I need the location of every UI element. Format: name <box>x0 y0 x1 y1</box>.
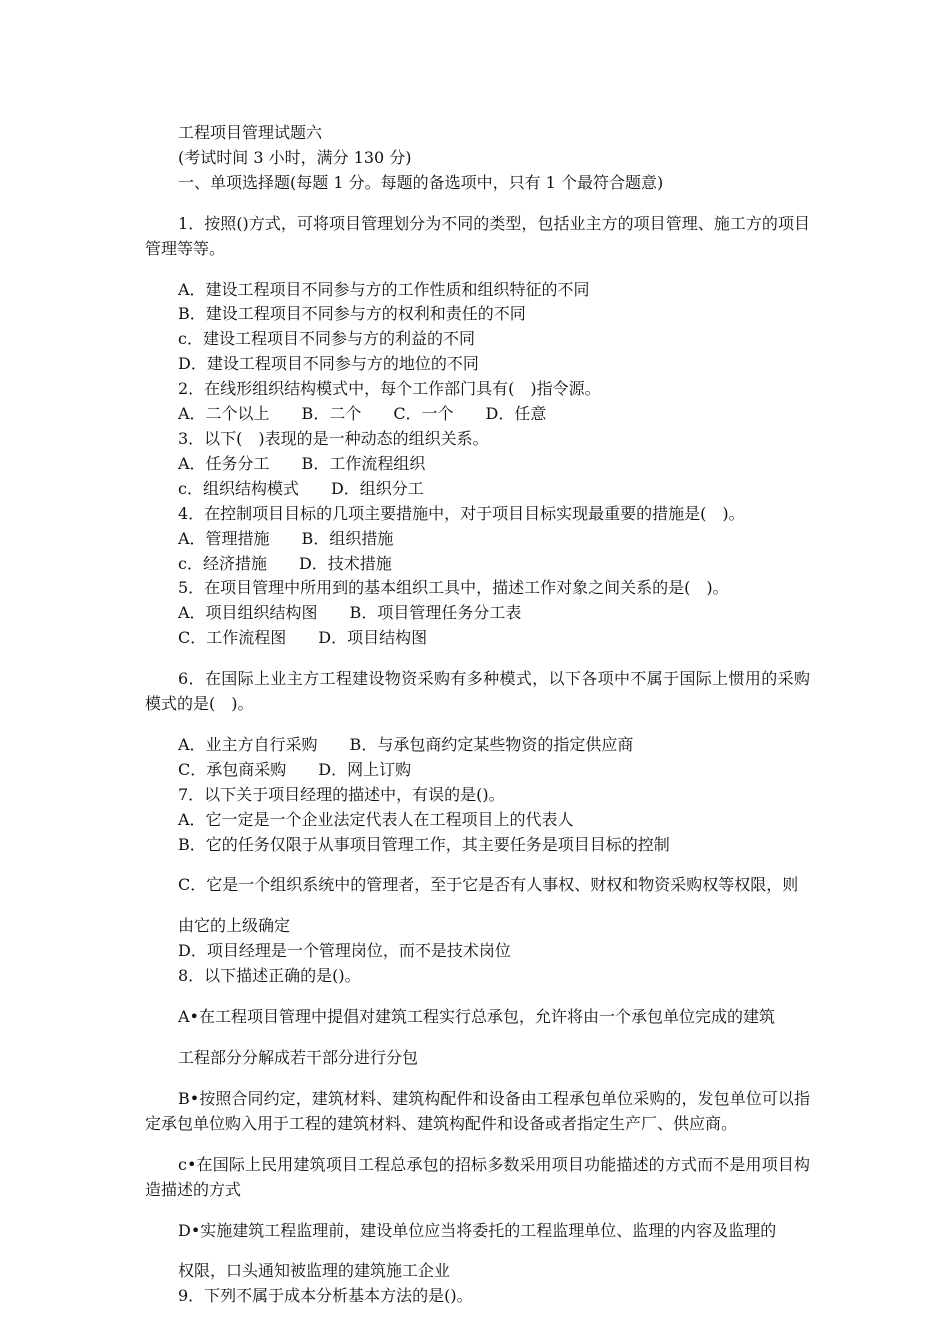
question-1-option-c: c．建设工程项目不同参与方的利益的不同 <box>178 329 475 349</box>
question-7-option-c: C．它是一个组织系统中的管理者，至于它是否有人事权、财权和物资采购权等权限，则 <box>178 875 799 895</box>
question-7-stem: 7．以下关于项目经理的描述中，有误的是()。 <box>178 784 505 804</box>
question-5-options-row-1: A．项目组织结构图 B．项目管理任务分工表 <box>178 603 522 623</box>
question-3-stem: 3．以下( )表现的是一种动态的组织关系。 <box>178 428 489 448</box>
question-7-option-c-continued: 由它的上级确定 <box>178 916 291 936</box>
question-3-options-row-2: c．组织结构模式 D．组织分工 <box>178 478 424 498</box>
question-8-option-b: B•按照合同约定，建筑材料、建筑构配件和设备由工程承包单位采购的，发包单位可以指定承包单位购入用于工程的建筑材料、建筑构配件和设备或者指定生产厂、供应商。 <box>145 1088 810 1133</box>
question-4-options-row-1: A．管理措施 B．组织措施 <box>178 528 394 548</box>
question-1-stem: 1．按照()方式，可将项目管理划分为不同的类型，包括业主方的项目管理、施工方的项目管理等等。 <box>145 213 810 258</box>
question-7-option-b: B．它的任务仅限于从事项目管理工作，其主要任务是项目目标的控制 <box>178 834 670 854</box>
question-8-option-a: A•在工程项目管理中提倡对建筑工程实行总承包，允许将由一个承包单位完成的建筑 <box>178 1007 775 1027</box>
question-9-stem: 9．下列不属于成本分析基本方法的是()。 <box>178 1286 473 1306</box>
question-6-stem: 6．在国际上业主方工程建设物资采购有多种模式，以下各项中不属于国际上惯用的采购模式的是( )。 <box>145 669 810 714</box>
question-4-stem: 4．在控制项目目标的几项主要措施中，对于项目目标实现最重要的措施是( )。 <box>178 503 745 523</box>
question-8-option-a-continued: 工程部分分解成若干部分进行分包 <box>178 1048 419 1067</box>
question-5-stem: 5．在项目管理中所用到的基本组织工具中，描述工作对象之间关系的是( )。 <box>178 578 729 598</box>
question-4-options-row-2: c．经济措施 D．技术措施 <box>178 553 392 573</box>
question-6-options-row-2: C．承包商采购 D．网上订购 <box>178 759 412 779</box>
question-7-option-d: D．项目经理是一个管理岗位，而不是技术岗位 <box>178 941 511 961</box>
question-3-options-row-1: A．任务分工 B．工作流程组织 <box>178 453 426 473</box>
question-1-option-d: D．建设工程项目不同参与方的地位的不同 <box>178 354 479 374</box>
question-8-stem: 8．以下描述正确的是()。 <box>178 966 361 986</box>
document-page <box>145 121 810 1309</box>
question-5-options-row-2: C．工作流程图 D．项目结构图 <box>178 628 428 648</box>
question-6-options-row-1: A．业主方自行采购 B．与承包商约定某些物资的指定供应商 <box>178 734 634 754</box>
question-2-stem: 2．在线形组织结构模式中，每个工作部门具有( )指令源。 <box>178 379 601 399</box>
question-8-option-d: D•实施建筑工程监理前，建设单位应当将委托的工程监理单位、监理的内容及监理的 <box>178 1220 777 1240</box>
section-heading: 一、单项选择题(每题 1 分。每题的备选项中，只有 1 个最符合题意) <box>178 172 664 192</box>
question-1-option-b: B．建设工程项目不同参与方的权利和责任的不同 <box>178 304 526 324</box>
question-8-option-c: c•在国际上民用建筑项目工程总承包的招标多数采用项目功能描述的方式而不是用项目构造描述的方式 <box>145 1154 810 1199</box>
question-2-options: A．二个以上 B．二个 C．一个 D．任意 <box>178 404 547 424</box>
question-1-option-a: A．建设工程项目不同参与方的工作性质和组织特征的不同 <box>178 279 590 299</box>
doc-title: 工程项目管理试题六 <box>178 123 323 142</box>
question-8-option-d-continued: 权限，口头通知被监理的建筑施工企业 <box>178 1261 451 1281</box>
question-7-option-a: A．它一定是一个企业法定代表人在工程项目上的代表人 <box>178 809 574 829</box>
exam-info: (考试时间 3 小时，满分 130 分) <box>178 147 412 167</box>
